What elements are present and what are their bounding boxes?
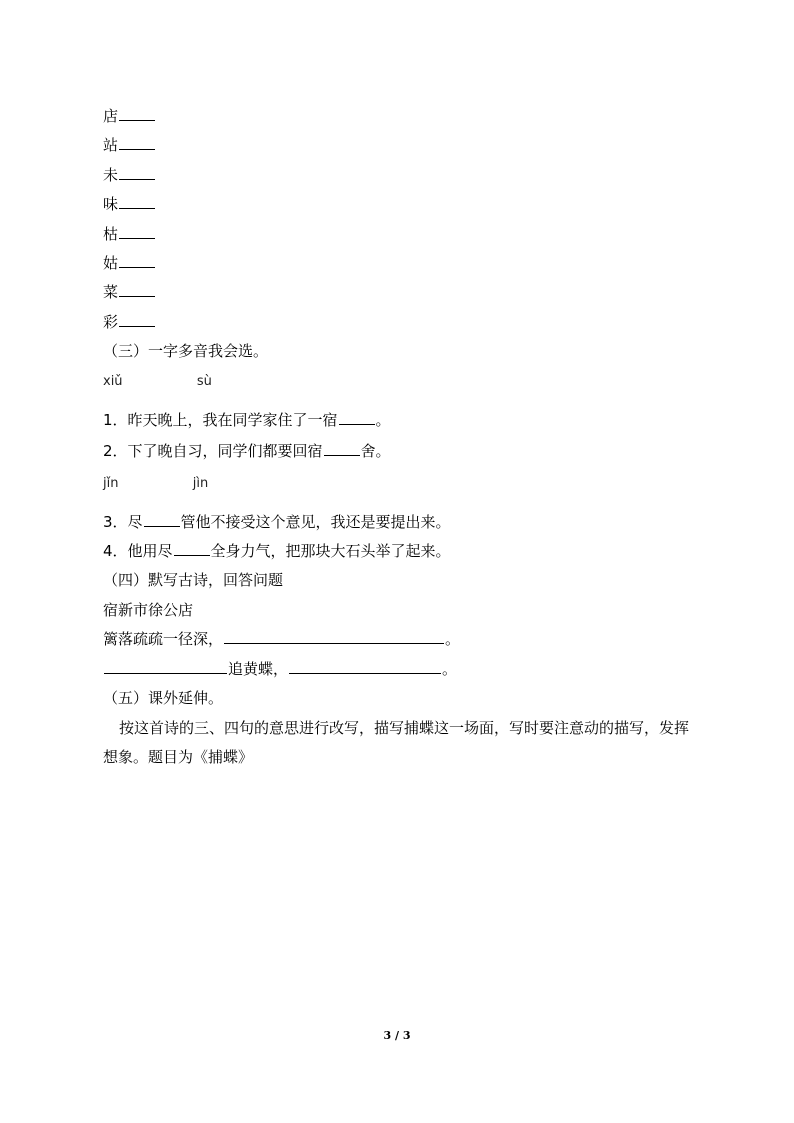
char-label: 姑 xyxy=(103,254,119,272)
answer-blank[interactable] xyxy=(339,410,375,425)
char-fill-row xyxy=(103,106,156,126)
poem-title: 宿新市徐公店 xyxy=(103,601,194,619)
pinyin-row-b xyxy=(103,474,208,494)
answer-blank[interactable] xyxy=(119,312,155,327)
poem-blank[interactable] xyxy=(289,659,441,674)
answer-blank[interactable] xyxy=(119,253,155,268)
poem-line-1: 篱落疏疏一径深， 。 xyxy=(103,630,461,648)
char-fill-row xyxy=(103,135,156,155)
poem-blank[interactable] xyxy=(104,659,227,674)
question-4: 4．他用尽 全身力气，把那块大石头举了起来。 xyxy=(103,542,451,560)
char-fill-row xyxy=(103,312,156,332)
answer-blank[interactable] xyxy=(119,282,155,297)
answer-blank[interactable] xyxy=(119,224,155,239)
answer-blank[interactable] xyxy=(144,512,180,527)
answer-blank[interactable] xyxy=(119,135,155,150)
question-1: 1．昨天晚上，我在同学家住了一宿 。 xyxy=(103,411,391,429)
question-3: 3．尽 管他不接受这个意见，我还是要提出来。 xyxy=(103,513,451,531)
question-2: 2．下了晚自习，同学们都要回宿 舍。 xyxy=(103,442,391,460)
answer-blank[interactable] xyxy=(119,194,155,209)
answer-blank[interactable] xyxy=(324,441,360,456)
char-fill-row xyxy=(103,282,156,302)
char-label: 味 xyxy=(103,195,119,213)
pinyin-su: sù xyxy=(196,374,212,389)
char-fill-row xyxy=(103,253,156,273)
answer-blank[interactable] xyxy=(174,541,210,556)
char-fill-row xyxy=(103,194,156,214)
section-5-text-line-1: 按这首诗的三、四句的意思进行改写，描写捕蝶这一场面，写时要注意动的描写，发挥 xyxy=(119,719,690,737)
section-5-title: （五）课外延伸。 xyxy=(103,689,224,707)
char-fill-row xyxy=(103,165,156,185)
pinyin-jin4: jìn xyxy=(192,476,209,491)
section-5-text-line-2: 想象。题目为《捕蝶》 xyxy=(103,748,254,766)
char-label: 菜 xyxy=(103,283,119,301)
answer-blank[interactable] xyxy=(119,165,155,180)
char-label: 店 xyxy=(103,107,119,125)
poem-line-2: 追黄蝶， 。 xyxy=(103,659,457,679)
pinyin-row-a xyxy=(103,372,212,392)
page-number: 3 / 3 xyxy=(383,1029,411,1042)
char-label: 站 xyxy=(103,136,119,154)
char-fill-row xyxy=(103,224,156,244)
char-label: 彩 xyxy=(103,313,119,331)
section-3-title: （三）一字多音我会选。 xyxy=(103,342,269,360)
answer-blank[interactable] xyxy=(119,106,155,121)
pinyin-jin3: jǐn xyxy=(103,476,119,491)
section-4-title: （四）默写古诗，回答问题 xyxy=(103,571,284,589)
char-label: 未 xyxy=(103,166,119,184)
poem-blank[interactable] xyxy=(224,629,444,644)
char-label: 枯 xyxy=(103,225,119,243)
pinyin-xiu: xiǔ xyxy=(103,374,123,389)
